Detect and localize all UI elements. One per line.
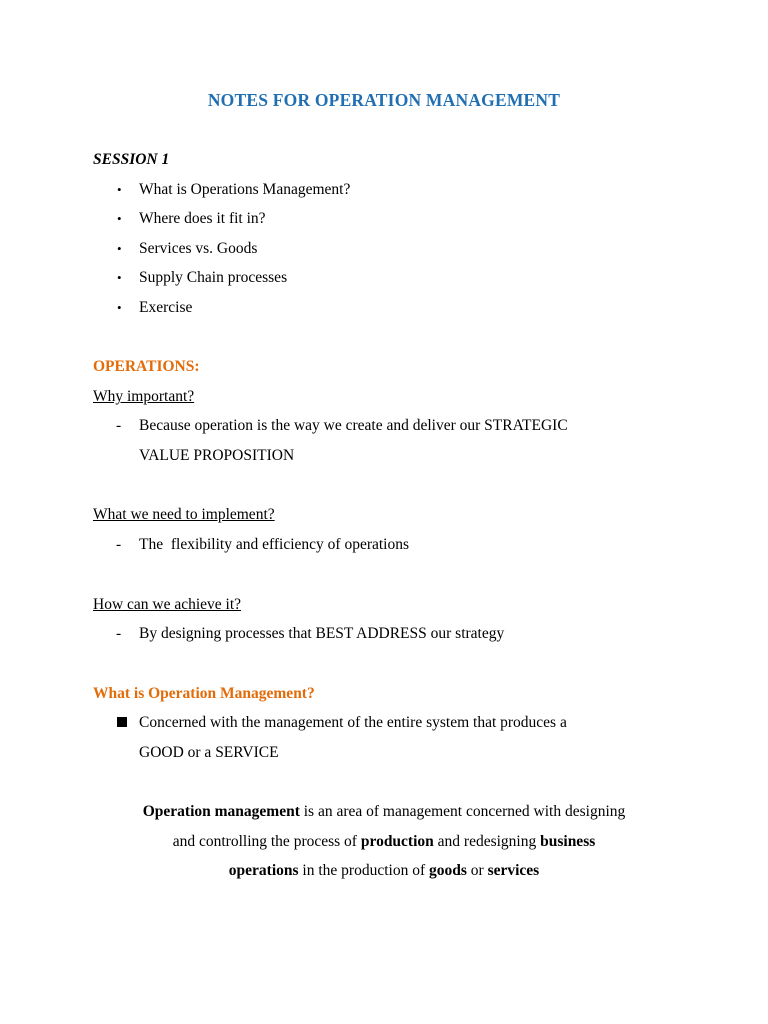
om-item-line1: Concerned with the management of the entire system that produces a	[139, 714, 567, 731]
why-answer-line1: Because operation is the way we create and deliver our STRATEGIC	[139, 417, 568, 434]
definition-term: business	[540, 833, 596, 850]
dash-icon: -	[116, 625, 122, 642]
definition-text: and controlling the process of	[172, 833, 361, 850]
definition-line2	[0, 832, 768, 852]
session-item: What is Operations Management?	[139, 181, 351, 198]
operations-heading: OPERATIONS:	[93, 358, 200, 375]
definition-text: or	[466, 862, 488, 879]
what-answer: The flexibility and efficiency of operations	[139, 536, 410, 553]
definition-term: Operation management	[142, 803, 300, 820]
definition-text: and redesigning	[433, 833, 541, 850]
definition-term: goods	[428, 862, 467, 879]
session-item: Where does it fit in?	[139, 210, 266, 227]
session-heading: SESSION 1	[93, 151, 170, 168]
document-title: NOTES FOR OPERATION MANAGEMENT	[207, 90, 561, 110]
why-answer-line2: VALUE PROPOSITION	[139, 447, 295, 464]
what-question: What we need to implement?	[93, 506, 275, 523]
definition-line1	[0, 802, 768, 822]
definition-term: production	[360, 833, 434, 850]
session-item: Supply Chain processes	[139, 269, 288, 286]
how-answer: By designing processes that BEST ADDRESS our strategy	[139, 625, 505, 642]
definition-term: services	[487, 862, 540, 879]
bullet-icon: •	[117, 211, 122, 226]
definition-line3	[0, 861, 768, 881]
why-question: Why important?	[93, 388, 195, 405]
bullet-icon: •	[117, 300, 122, 315]
session-item: Services vs. Goods	[139, 240, 258, 257]
how-question: How can we achieve it?	[93, 596, 242, 613]
dash-icon: -	[116, 417, 122, 434]
bullet-icon: •	[117, 241, 122, 256]
om-item-line2: GOOD or a SERVICE	[139, 744, 279, 761]
definition-text: in the production of	[298, 862, 429, 879]
om-heading: What is Operation Management?	[93, 685, 315, 702]
definition-term: operations	[228, 862, 299, 879]
square-bullet-icon	[117, 717, 127, 727]
session-item: Exercise	[139, 299, 193, 316]
definition-text: is an area of management concerned with designing	[299, 803, 626, 820]
bullet-icon: •	[117, 182, 122, 197]
bullet-icon: •	[117, 270, 122, 285]
dash-icon: -	[116, 536, 122, 553]
